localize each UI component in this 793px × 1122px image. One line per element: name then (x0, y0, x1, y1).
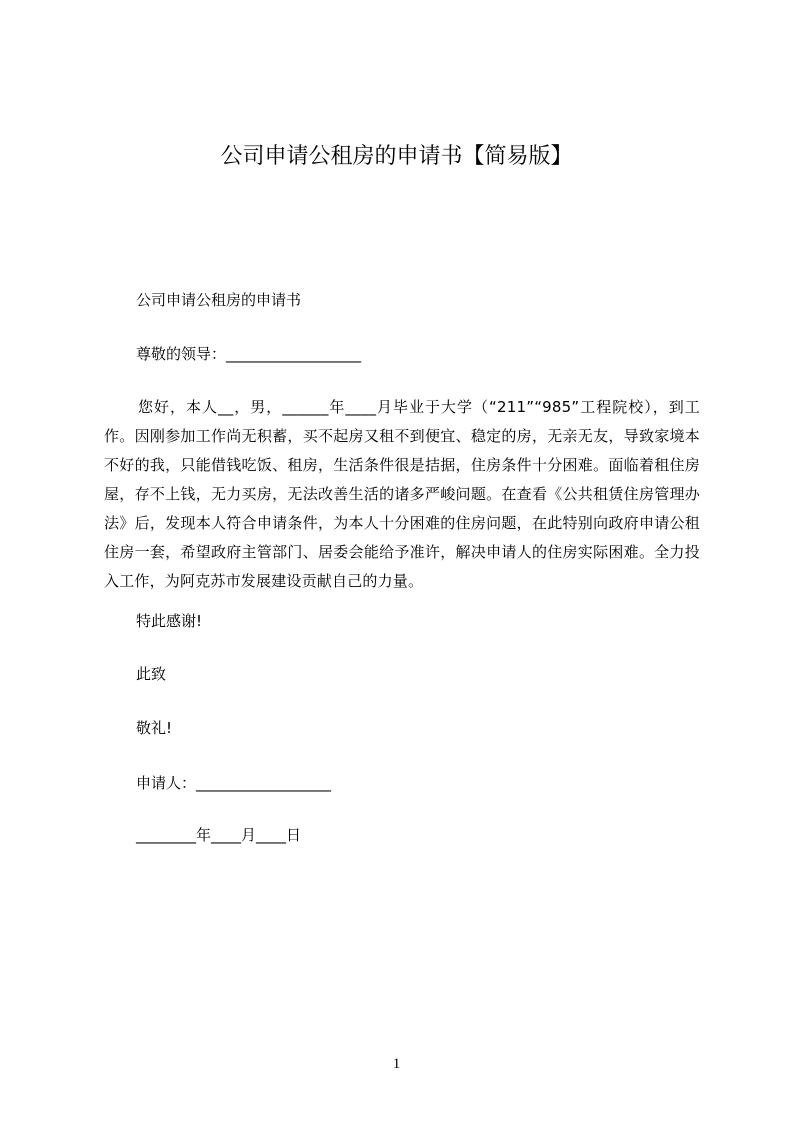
letter-heading: 公司申请公租房的申请书 (136, 291, 302, 309)
document-title: 公司申请公租房的申请书【简易版】 (220, 144, 573, 169)
thanks-line: 特此感谢! (136, 612, 203, 630)
body-paragraph: 您好，本人__，男，______年____月毕业于大学（“211”“985”工程院校），到工作。因刚参加工作尚无积蓄，买不起房又租不到便宜、稳定的房，无亲无友，导致家境本不好的我，只能借钱吃饭、租房，生活条件很是拮据，住房条件十分困难。面临着租住房屋，存不上钱，无力买房，无法改善生活的诸多严峻问题。在查看《公共租赁住房管理办法》后，发现本人符合申请条件，为本人十分困难的住房问题，在此特别向政府申请公租住房一套，希望政府主管部门、居委会能给予准许，解决申请人的住房实际困难。全力投入工作，为阿克苏市发展建设贡献自己的力量。 (104, 398, 700, 590)
applicant-signature-line: 申请人：__________________ (136, 774, 332, 792)
date-line: ________年____月____日 (136, 826, 302, 844)
page-number: 1 (392, 1056, 401, 1072)
closing-line-2: 敬礼! (136, 719, 173, 737)
closing-line-1: 此致 (136, 665, 167, 683)
salutation: 尊敬的领导：__________________ (136, 345, 362, 363)
